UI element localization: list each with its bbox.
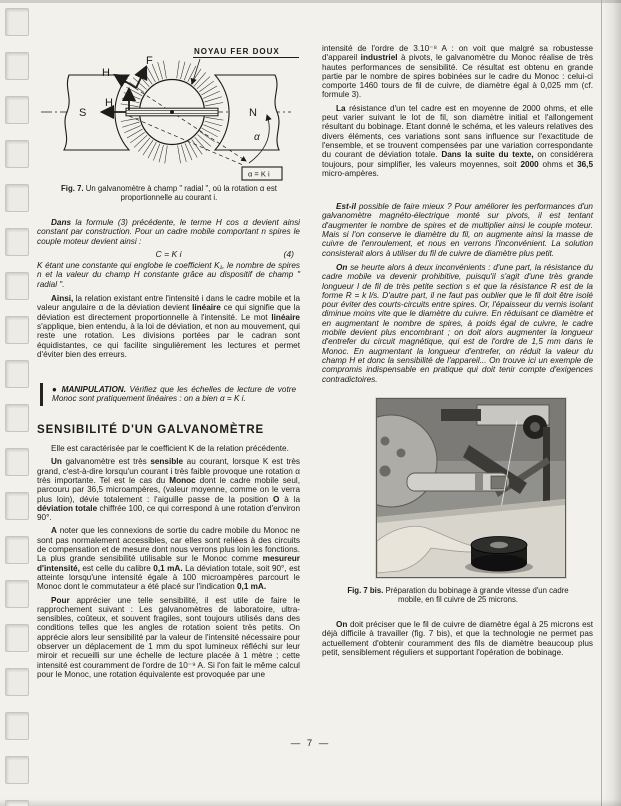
figure-7bis-caption-lead: Fig. 7 bis.	[347, 586, 384, 596]
figure-7bis-caption	[336, 586, 580, 604]
paragraph-constante-k: K étant une constante qui englobe le coefficient K₁, le nombre de spires n et la valeur du champ H constante grâce au dispositif de champ " radial ".	[37, 261, 300, 289]
binding-holes	[5, 8, 31, 806]
paragraph-rapprochement: Pour apprécier une telle sensibilité, il est utile de faire le rapprochement suivant : Les galvanomètres de laboratoire, ultra-sensibles, coûteux, et souvent fragiles, sont toujours utilisés dans des conditions telles que les angles de rotation soient très petits. On apprécie alors leur sensibilité par la valeur de l'intensité nécessaire pour observer un déplacement de 1 mm du spot lumineux réfléchi sur leur miroir et recueilli sur une échelle de lecture placée à 1 mètre ; cette intensité est couramment de l'ordre de 10⁻⁹ A. Si l'on fait le même calcul pour le Monoc, une rotation équivalente est provoquée par une	[37, 595, 300, 679]
wire-spool	[465, 536, 533, 573]
fig7bis-photo	[376, 398, 566, 578]
page-number: — 7 —	[290, 738, 331, 749]
alpha-label: α	[254, 132, 260, 143]
paragraph-resistance-cadre: La résistance d'un tel cadre est en moyenne de 2000 ohms, et elle peut varier suivant le lot de fil, son diamètre initial et l'allongement résultant du bobinage. Etant donné le schéma, et les valeurs relatives des divers éléments, ces variations sont sans influence sur l'exactitude de l'ensemble, et se trouvent compensées par une variation correspondante du courant de déviation totale. Dans la suite du texte, on considérera toujours, pour simplifier, les valeurs moyennes, soit 2000 ohms et 36,5 micro-ampères.	[322, 103, 594, 178]
equation-4-number: (4)	[283, 248, 294, 259]
figure-7-caption	[49, 184, 289, 202]
galvanometer-diagram	[33, 20, 308, 182]
figure-7bis-caption-text: Préparation du bobinage à grande vitesse d'un cadre mobile, en fil cuivre de 25 microns.	[383, 586, 569, 605]
f-top-label: F	[146, 55, 153, 67]
page-edge-top	[0, 0, 621, 3]
north-pole-label: N	[249, 107, 257, 119]
page-edge-line	[601, 0, 602, 806]
paragraph-intensite: intensité de l'ordre de 3.10⁻⁸ A : on voit que malgré sa robustesse d'appareil industriel à pivots, le galvanomètre du Monoc réalise de très hautes performances de sensibilité. Ce résultat est obtenu en grande partie par le nombre de spires bobinées sur le cadre du Monoc : celui-ci comporte 1460 tours de fil de cuivre, de diamètre égal à 0,025 mm (cf. formule 3).	[322, 44, 593, 100]
paragraph-coefficient-k: Elle est caractérisée par le coefficient K de la relation précédente.	[51, 444, 289, 454]
section-heading-sensibilite: SENSIBILITÉ D'UN GALVANOMÈTRE	[37, 423, 265, 436]
paragraph-relation-lineaire: Ainsi, la relation existant entre l'intensité i dans le cadre mobile et la valeur angulaire α de la déviation devient linéaire ce qui signifie que la déviation est directement proportionnelle à l'intensité. Le mot linéaire s'applique, bien entendu, à la loi de déviation, et non au mouvement, qui reste une rotation. Les divisions portées par le cadran sont équidistantes, ce qui facilite singulièrement les lectures et permet d'éviter bien des erreurs.	[37, 294, 301, 359]
paragraph-galvanometre-sensible: Un galvanomètre est très sensible au courant, lorsque K est très grand, c'est-à-dire lorsqu'un courant i très faible provoque une rotation α très importante. Tel est le cas du Monoc dont le cadre mobile seul, parcouru par 36,5 microampères, (valeur moyenne, comme on le verra plus loin), dévie totalement : l'aiguille passe de la position O à la déviation totale chiffrée 100, ce qui correspond à une rotation d'environ 90°.	[37, 457, 301, 523]
figure-7-caption-text: Un galvanomètre à champ " radial ", où la rotation α est proportionnelle au courant i.	[83, 184, 277, 202]
paragraph-connexions: A noter que les connexions de sortie du cadre mobile du Monoc ne sont pas normalement accessibles, car elles sont reliées à des circuits de compensation et de mesure dont nous verrons plus loin les fonctions. La plus grande sensibilité utilisable sur le Monoc comme mesureur d'intensité, est celle du calibre 0,1 mA. La déviation totale, soit 90°, est atteinte lorsqu'une intensité égale à 100 microampères parcourt le Monoc dont le commutateur a été placé sur l'indication 0,1 mA.	[37, 526, 301, 592]
paragraph-formule-intro: Dans la formule (3) précédente, le terme H cos α devient ainsi constant par construction. Pour un cadre mobile comportant n spires le couple moteur devient ainsi :	[37, 218, 300, 246]
paragraph-fil-25-microns: On doit préciser que le fil de cuivre de diamètre égal à 25 microns est déjà difficile à travailler (fig. 7 bis), et que la technologie ne permet pas actuellement d'obtenir couramment des fils de diamètre beaucoup plus petit, sensiblement réguliers et supportant l'opération de bobinage.	[322, 620, 593, 657]
figure-7-caption-lead: Fig. 7.	[61, 184, 84, 193]
paragraph-deux-inconvenients: On se heurte alors à deux inconvénients : d'une part, la résistance du cadre mobile va devenir prohibitive, puisqu'il s'agit d'une très grande longueur l de fil de très petite section s et que la résistance R est de la forme R = k l/s. D'autre part, il ne faut pas oublier que le fil doit être isolé pour éviter des courts-circuits entre spires. Or, l'épaisseur du vernis isolant diminue moins vite que le diamètre du cuivre. En réduisant ce diamètre et en augmentant le nombre de spires, à poids égal de cuivre, le cadre mobile devient plus encombrant ; on doit alors augmenter la longueur d'entrefer du circuit magnétique, qui est de l'ordre de 1,5 mm dans le Monoc. En augmentant la longueur d'entrefer, on réduit la valeur du champ H et donc la sensibilité de l'appareil... On trouve ici un exemple de compromis indispensable en pratique qui doit tenir compte d'exigences contradictoires.	[322, 262, 593, 384]
right-column	[322, 44, 593, 661]
moving-coil	[126, 108, 218, 116]
f-mid-label: F	[121, 77, 128, 89]
pole-north	[215, 75, 279, 150]
noyau-label: NOYAU FER DOUX	[194, 47, 280, 56]
figure-7bis	[376, 398, 566, 580]
equation-4-body: C = K i	[155, 248, 182, 259]
alpha-formula-text: α = K i	[248, 169, 270, 179]
manipulation-note: ● MANIPULATION. Vérifiez que les échelles de lecture de votre Monoc sont pratiquement linéaires : on a bien α = K i.	[40, 383, 300, 406]
figure-7	[37, 20, 300, 202]
h-mid-label: H	[105, 97, 113, 109]
h-top-label: H	[102, 67, 110, 79]
south-pole-label: S	[79, 107, 87, 119]
left-column	[37, 20, 300, 683]
equation-4	[37, 250, 300, 259]
page-edge-shadow	[603, 0, 621, 806]
paragraph-est-il-possible: Est-il possible de faire mieux ? Pour améliorer les performances d'un galvanomètre magnéto-électrique monté sur pivots, il est tentant d'augmenter le nombre de spires et de multiplier ainsi le couple moteur. Mais si l'on conserve le diamètre du fil, on augmente ainsi la masse de cuivre de l'enroulement, et nous en verrons l'inconvénient. La solution consisterait alors à utiliser du fil de cuivre de diamètre plus petit.	[322, 202, 593, 258]
page-edge-bottom	[0, 799, 621, 806]
